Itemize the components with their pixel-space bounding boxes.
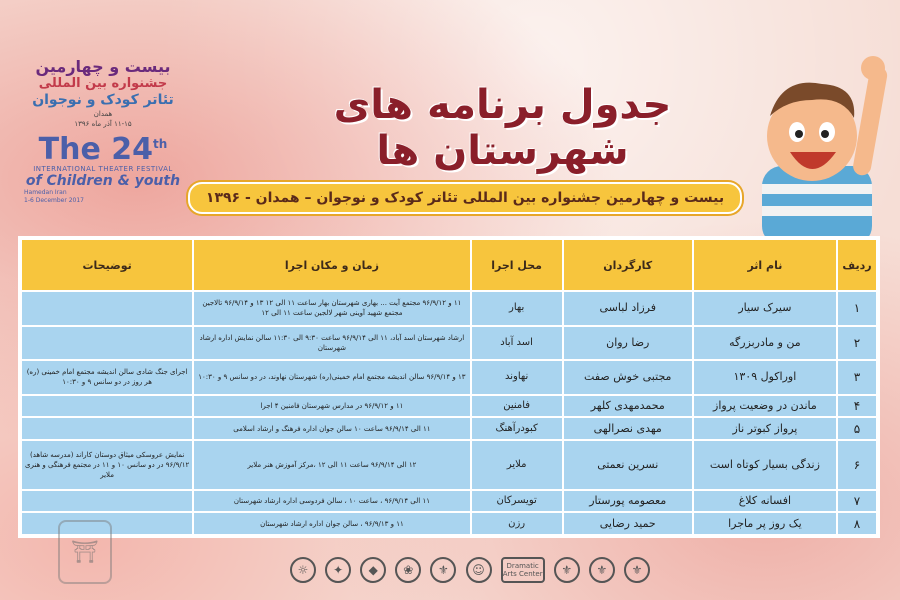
header-index: ردیف [838,240,876,290]
cell-director: نسرین نعمتی [564,441,692,488]
logo-city: همدان [93,110,113,118]
dramatic-arts-logo: Dramatic Arts Center [501,557,545,583]
cell-notes [22,418,192,439]
cell-director: حمید رضایی [564,513,692,534]
cell-notes [22,396,192,417]
cell-title: یک روز پر ماجرا [694,513,836,534]
cell-director: رضا روان [564,327,692,360]
cell-city: اسد آباد [472,327,562,360]
cell-index: ۱ [838,292,876,325]
table-row [22,327,876,360]
cell-title: پرواز کبوتر ناز [694,418,836,439]
logo-en-line-1: INTERNATIONAL THEATER FESTIVAL [33,165,173,173]
festival-logo [18,58,188,238]
cell-time-place: ۱۳ و ۹۶/۹/۱۴ سالن اندیشه مجتمع امام خمینی(ره) شهرستان نهاوند، در دو سانس ۹ و ۱۰:۳۰ [194,361,469,394]
cell-title: زندگی بسیار کوتاه است [694,441,836,488]
table-row [22,513,876,534]
cell-time-place: ۱۱ الی ۹۶/۹/۱۴ ساعت ۱۰ سالن جوان اداره فرهنگ و ارشاد اسلامی [194,418,469,439]
cell-index: ۳ [838,361,876,394]
cell-notes [22,327,192,360]
emblem-icon: ⚜ [430,557,456,583]
logo-line-1: بیست و چهارمین [35,57,171,76]
cell-notes [22,292,192,325]
table-row [22,292,876,325]
emblem-icon: ⚜ [554,557,580,583]
logo-line-2: جشنواره بین المللی [38,76,168,91]
logo-en-line-2: of Children & youth [25,173,181,189]
cell-title: افسانه کلاغ [694,491,836,512]
cell-time-place: ۱۱ و ۹۶/۹/۱۲ مجتمع آیت ... بهاری شهرستان بهار ساعت ۱۱ الی ۱۲ ۱۳ و ۹۶/۹/۱۴ تالاجین مجتمع شهید آوینی شهر لالجین ساعت ۱۱ الی ۱۲ [194,292,469,325]
cell-notes: اجرای جنگ شادی سالن اندیشه مجتمع امام خمینی (ره) هر روز در دو سانس ۹ و ۱۰:۳۰ [22,361,192,394]
table-row [22,396,876,417]
cell-city: ملایر [472,441,562,488]
cell-time-place: ۱۲ الی ۹۶/۹/۱۴ ساعت ۱۱ الی ۱۲ ،مرکز آموزش هنر ملایر [194,441,469,488]
cell-index: ۶ [838,441,876,488]
child-illustration [742,56,892,246]
cell-title: سیرک سیار [694,292,836,325]
cell-index: ۲ [838,327,876,360]
table-row [22,418,876,439]
header-notes: توضیحات [22,240,192,290]
emblem-icon: ⚜ [624,557,650,583]
mask-logo-icon: ☺ [466,557,492,583]
cell-city: بهار [472,292,562,325]
cell-index: ۵ [838,418,876,439]
cell-title: من و مادربزرگه [694,327,836,360]
cell-city: کبودرآهنگ [472,418,562,439]
emblem-icon: ☼ [290,557,316,583]
cell-index: ۷ [838,491,876,512]
cell-city: نهاوند [472,361,562,394]
cell-director: معصومه پورستار [564,491,692,512]
table-row [22,361,876,394]
header-city: محل اجرا [472,240,562,290]
cell-time-place: ۱۱ و ۹۶/۹/۱۳ ، سالن جوان اداره ارشاد شهرستان [194,513,469,534]
kanoon-logo-icon: ✦ [325,557,351,583]
cell-notes [22,491,192,512]
header-director: کارگردان [564,240,692,290]
table-row [22,441,876,488]
cell-notes: نمایش عروسکی میثاق دوستان کاراند (مدرسه شاهد) ۹۶/۹/۱۲ در دو سانس ۱۰ و ۱۱ در مجتمع فرهنگی و هنری ملایر [22,441,192,488]
logo-line-3: تئاتر کودک و نوجوان [32,92,174,108]
cell-index: ۴ [838,396,876,417]
subtitle-ribbon: بیست و چهارمین جشنواره بین المللی تئاتر کودک و نوجوان – همدان - ۱۳۹۶ [188,182,742,214]
page-title: جدول برنامه های شهرستان ها [333,82,672,174]
cell-time-place: ارشاد شهرستان اسد آباد، ۱۱ الی ۹۶/۹/۱۴ ساعت ۹:۳۰ الی ۱۱:۳۰ سالن نمایش اداره ارشاد شهرستان [194,327,469,360]
table-row [22,491,876,512]
cell-index: ۸ [838,513,876,534]
cell-city: تویسرکان [472,491,562,512]
sponsor-logos [290,552,650,588]
logo-en-date: 1-6 December 2017 [24,197,84,204]
cell-time-place: ۱۱ و ۹۶/۹/۱۲ در مدارس شهرستان فامنین ۴ اجرا [194,396,469,417]
cell-city: فامنین [472,396,562,417]
cell-director: مهدی نصرالهی [564,418,692,439]
logo-date-fa: ۱۱-۱۵ آذر ماه ۱۳۹۶ [74,120,132,128]
cell-director: مجتبی خوش صفت [564,361,692,394]
emblem-icon: ⚜ [589,557,615,583]
header-title: نام اثر [694,240,836,290]
header-time-place: زمان و مکان اجرا [194,240,469,290]
cell-title: ماندن در وضعیت پرواز [694,396,836,417]
watermark-logo-icon: ⛩ [58,520,112,584]
emblem-icon: ❀ [395,557,421,583]
cell-director: فرزاد لباسی [564,292,692,325]
logo-en-city: Hamedan Iran [24,189,67,196]
cell-city: رزن [472,513,562,534]
cell-director: محمدمهدی کلهر [564,396,692,417]
table-header-row [22,240,876,290]
cell-time-place: ۱۱ الی ۹۶/۹/۱۴ ، ساعت ۱۰ ، سالن فردوسی اداره ارشاد شهرستان [194,491,469,512]
cell-title: اوراکول ۱۳۰۹ [694,361,836,394]
logo-number: The 24th [38,132,168,167]
schedule-table [18,236,880,538]
theater-logo-icon: ◆ [360,557,386,583]
